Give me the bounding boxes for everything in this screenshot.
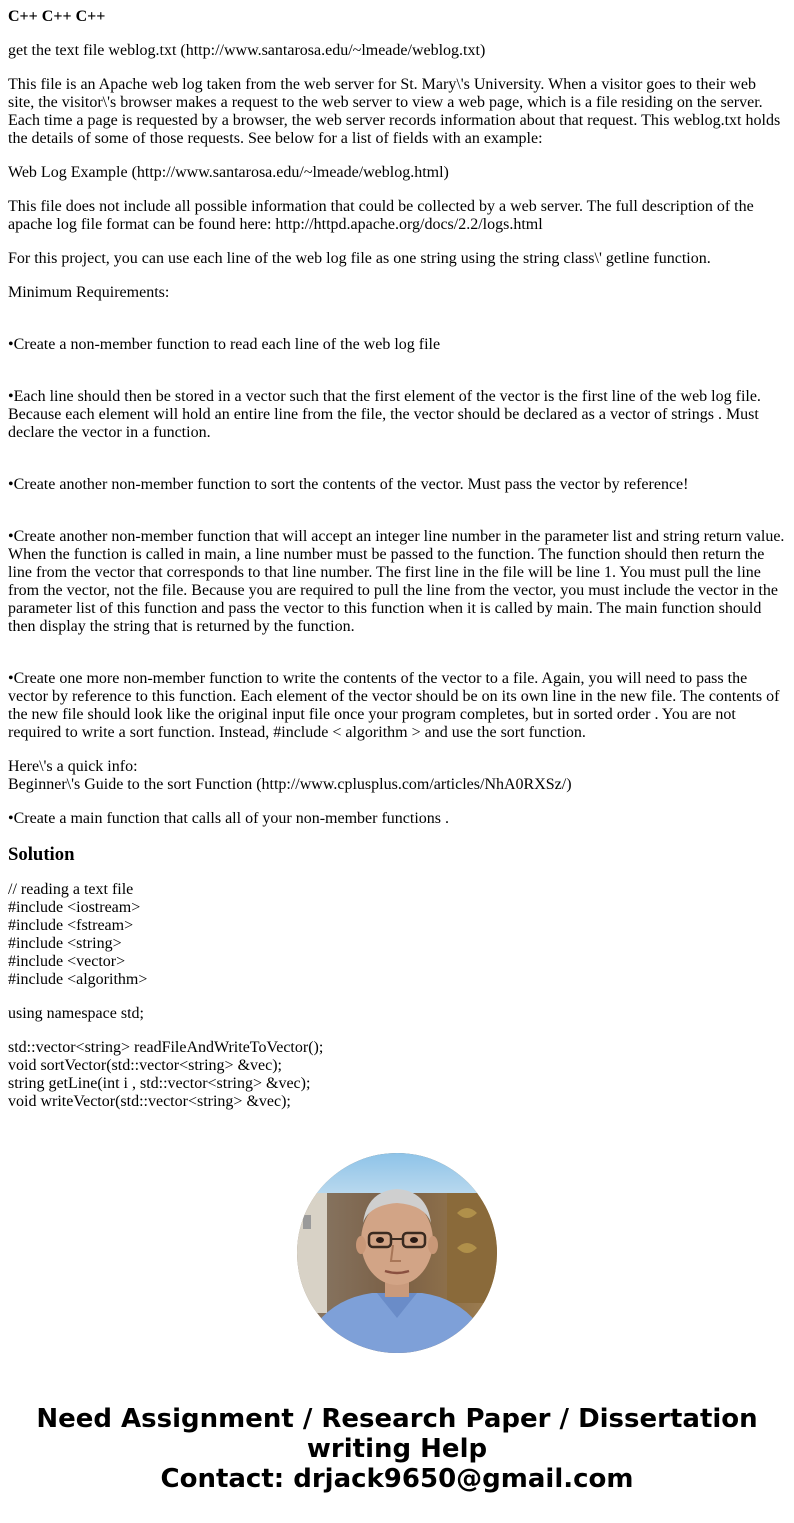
promo-contact: Contact: drjack9650@gmail.com — [160, 1464, 634, 1494]
requirement-item: •Each line should then be stored in a vector such that the first element of the vector is the first line of the web log file. Because each element will hold an entire line from the file, the vector should be declared as a vector of strings . Must declare the vector in a function. — [8, 388, 761, 441]
code-includes — [8, 881, 786, 989]
code-namespace — [8, 1005, 786, 1023]
code-line: #include <iostream> — [8, 899, 141, 916]
intro-paragraph-1: get the text file weblog.txt (http://www.santarosa.edu/~lmeade/weblog.txt) — [8, 42, 486, 59]
code-line: void writeVector(std::vector<string> &vec); — [8, 1093, 291, 1110]
requirement-item: •Create one more non-member function to write the contents of the vector to a file. Again, you will need to pass the vector by reference to this function. Each element of the vector should be on its own line in the new file. The contents of the new file should look like the original input file once your program completes, but in sorted order . You are not required to write a sort function. Instead, #include < algorithm > and use the sort function. — [8, 670, 780, 741]
promo-banner — [0, 1404, 794, 1494]
quick-info — [8, 758, 786, 794]
spacer — [8, 458, 786, 476]
code-prototypes — [8, 1039, 786, 1111]
requirements-heading: Minimum Requirements: — [8, 284, 170, 301]
intro-paragraph-4: This file does not include all possible information that could be collected by a web server. The full description of the apache log file format can be found here: http://httpd.apache.org/docs/2.2/logs.html — [8, 198, 754, 233]
spacer — [8, 652, 786, 670]
promo-line-2: writing Help — [306, 1434, 488, 1464]
page-title: C++ C++ C++ — [8, 8, 106, 25]
code-line: // reading a text file — [8, 881, 134, 898]
spacer — [8, 318, 786, 336]
intro-paragraph-3: Web Log Example (http://www.santarosa.edu/~lmeade/weblog.html) — [8, 164, 449, 181]
code-line: using namespace std; — [8, 1005, 144, 1022]
spacer — [8, 510, 786, 528]
intro-paragraph-2: This file is an Apache web log taken from the web server for St. Mary\'s University. When a visitor goes to their web site, the visitor\'s browser makes a request to the web server to view a web page, which is a file residing on the server. Each time a page is requested by a browser, the web server records information about that request. This weblog.txt holds the details of some of those requests. See below for a list of fields with an example: — [8, 76, 781, 147]
code-line: #include <algorithm> — [8, 971, 148, 988]
author-portrait-image — [297, 1153, 497, 1353]
requirement-item: •Create another non-member function to sort the contents of the vector. Must pass the vector by reference! — [8, 476, 689, 493]
promo-line-1: Need Assignment / Research Paper / Dissertation — [36, 1404, 758, 1434]
spacer — [8, 370, 786, 388]
final-requirement: •Create a main function that calls all of your non-member functions . — [8, 810, 450, 827]
document-content — [8, 8, 786, 1127]
code-line: #include <vector> — [8, 953, 126, 970]
solution-heading: Solution — [8, 844, 75, 865]
code-line: void sortVector(std::vector<string> &vec); — [8, 1057, 282, 1074]
quick-info-line-2: Beginner\'s Guide to the sort Function (http://www.cplusplus.com/articles/NhA0RXSz/) — [8, 776, 572, 793]
requirement-item: •Create another non-member function that will accept an integer line number in the parameter list and string return value. When the function is called in main, a line number must be passed to the function. The function should then return the line from the vector that corresponds to that line number. The first line in the file will be line 1. You must pull the line from the vector, not the file. Because you are required to pull the line from the vector, you must include the vector in the parameter list of this function and pass the vector to this function when it is called by main. The main function should then display the string that is returned by the function. — [8, 528, 785, 635]
code-line: std::vector<string> readFileAndWriteToVector(); — [8, 1039, 324, 1056]
quick-info-line-1: Here\'s a quick info: — [8, 758, 138, 775]
author-avatar — [297, 1153, 497, 1353]
requirement-item: •Create a non-member function to read each line of the web log file — [8, 336, 441, 353]
code-line: #include <string> — [8, 935, 122, 952]
code-line: #include <fstream> — [8, 917, 134, 934]
code-line: string getLine(int i , std::vector<string> &vec); — [8, 1075, 311, 1092]
intro-paragraph-5: For this project, you can use each line of the web log file as one string using the string class\' getline function. — [8, 250, 711, 267]
